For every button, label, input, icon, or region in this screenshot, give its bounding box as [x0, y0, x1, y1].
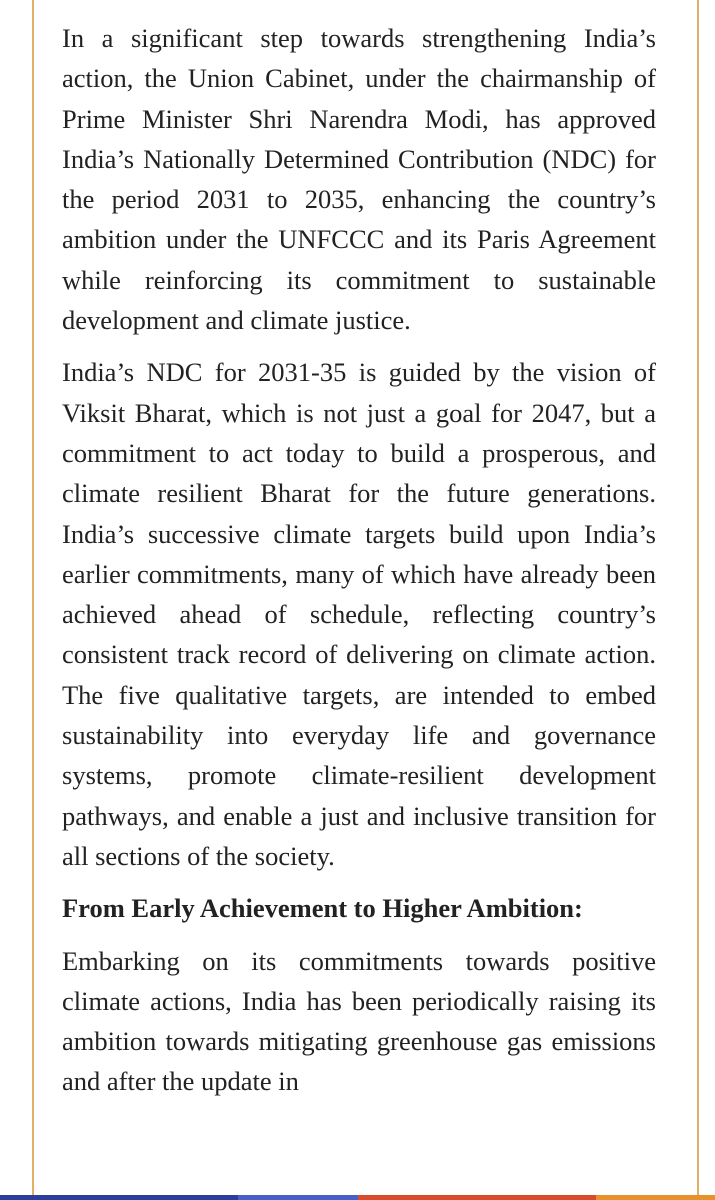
paragraph-viksit-bharat: India’s NDC for 2031-35 is guided by the vision of Viksit Bharat, which is not just a goal for 2047, but a commitment to act today to build a prosperous, and climate resilient Bharat for the future generations. India’s successive climate targets build upon India’s earlier commitments, many of which have already been achieved ahead of schedule, reflecting country’s consistent track record of delivering on climate action. The five qualitative targets, are intended to embed sustainability into everyday life and governance systems, promote climate-resilient development pathways, and enable a just and inclusive transition for all sections of the society.: [62, 357, 656, 871]
strip-segment: [596, 1195, 715, 1200]
paragraph-intro: In a significant step towards strengthening India’s action, the Union Cabinet, under the chairmanship of Prime Minister Shri Narendra Modi, has approved India’s Nationally Determined Contribution (NDC) for the period 2031 to 2035, enhancing the country’s ambition under the UNFCCC and its Paris Agreement while reinforcing its commitment to sustainable development and climate justice.: [62, 23, 656, 336]
right-decorative-border: [697, 0, 699, 1200]
strip-segment: [477, 1195, 596, 1200]
strip-segment: [0, 1195, 119, 1200]
article-body: [62, 18, 656, 1114]
paragraph-ambition: Embarking on its commitments towards positive climate actions, India has been periodically raising its ambition towards mitigating greenhouse gas emissions and after the update in: [62, 945, 656, 1097]
strip-segment: [119, 1195, 238, 1200]
strip-segment: [238, 1195, 357, 1200]
strip-segment: [358, 1195, 477, 1200]
left-decorative-border: [32, 0, 34, 1200]
bottom-color-strip: [0, 1195, 715, 1200]
section-heading: From Early Achievement to Higher Ambition:: [62, 893, 583, 924]
